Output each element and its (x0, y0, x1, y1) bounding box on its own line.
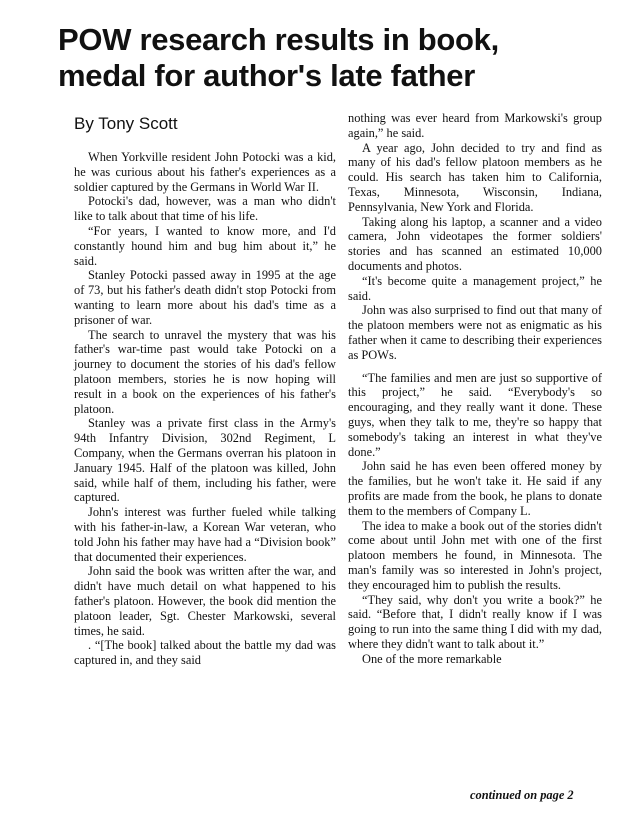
paragraph: When Yorkville resident John Potocki was a kid, he was curious about his father's experiences as a soldier captured by the Germans in World War II. (74, 150, 336, 194)
paragraph: John was also surprised to find out that many of the platoon members were not as enigmatic as his father when it came to describing their experiences as POWs. (348, 303, 602, 362)
left-column (74, 150, 336, 668)
paragraph: “It's become quite a management project,” he said. (348, 273, 602, 303)
paragraph: A year ago, John decided to try and find as many of his dad's fellow platoon members as he could. His search has taken him to California, Texas, Minnesota, Wisconsin, Indiana, Pennsylvania, New York and Florida. (348, 140, 602, 214)
paragraph: Stanley Potocki passed away in 1995 at the age of 73, but his father's death didn't stop Potocki from wanting to learn more about his dad's time as a prisoner of war. (74, 268, 336, 327)
paragraph: “The families and men are just so supportive of this project,” he said. “Everybody's so encouraging, and they really want it done. These guys, when they talk to me, they're so happy that somebody's taking an interest in what they've done.” (348, 370, 602, 459)
headline-line-2: medal for author's late father (58, 58, 475, 93)
paragraph: One of the more remarkable (362, 651, 502, 666)
headline-line-1: POW research results in book, (58, 22, 499, 57)
paragraph: The search to unravel the mystery that was his father's war-time past would take Potocki on a journey to document the stories of his dad's fellow platoon members, stories he is now hoping will result in a book on the experiences of his father's platoon. (74, 327, 336, 416)
paragraph: The idea to make a book out of the stories didn't come about until John met with one of the first platoon members he found, in Minnesota. The man's family was so interested in John's project, they encouraged him to publish the results. (348, 518, 602, 592)
byline: By Tony Scott (74, 114, 178, 133)
paragraph: John said the book was written after the war, and didn't have much detail on what happened to his father's platoon. However, the book did mention the platoon leader, Sgt. Chester Markowski, several times, he said. (74, 564, 336, 638)
paragraph: nothing was ever heard from Markowski's group again,” he said. (348, 111, 602, 140)
paragraph: Potocki's dad, however, was a man who didn't like to talk about that time of his life. (74, 194, 336, 224)
paragraph: Stanley was a private first class in the Army's 94th Infantry Division, 302nd Regiment, L Company, when the Germans overran his platoon in January 1945. Half of the platoon was killed, John said, while half of them, including his father, were captured. (74, 416, 336, 505)
paragraph: John's interest was further fueled while talking with his father-in-law, a Korean War veteran, who told John his father may have had a “Division book” that documented their experiences. (74, 505, 336, 564)
paragraph: “They said, why don't you write a book?” he said. “Before that, I didn't really know if I was going to run into the same thing I did with my dad, where they didn't want to talk about it.” (348, 592, 602, 651)
paragraph: Taking along his laptop, a scanner and a video camera, John videotapes the former soldiers' stories and has scanned an estimated 10,000 documents and photos. (348, 214, 602, 273)
paragraph: . “[The book] talked about the battle my dad was captured in, and they said (74, 638, 336, 668)
paragraph: John said he has even been offered money by the families, but he won't take it. He said if any profits are made from the book, he plans to donate them to the members of Company L. (348, 459, 602, 518)
right-column (348, 111, 602, 666)
paragraph: “For years, I wanted to know more, and I'd constantly hound him and bug him about it,” he said. (74, 223, 336, 268)
continued-on-page-label: continued on page 2 (470, 788, 574, 802)
headline (58, 22, 618, 94)
